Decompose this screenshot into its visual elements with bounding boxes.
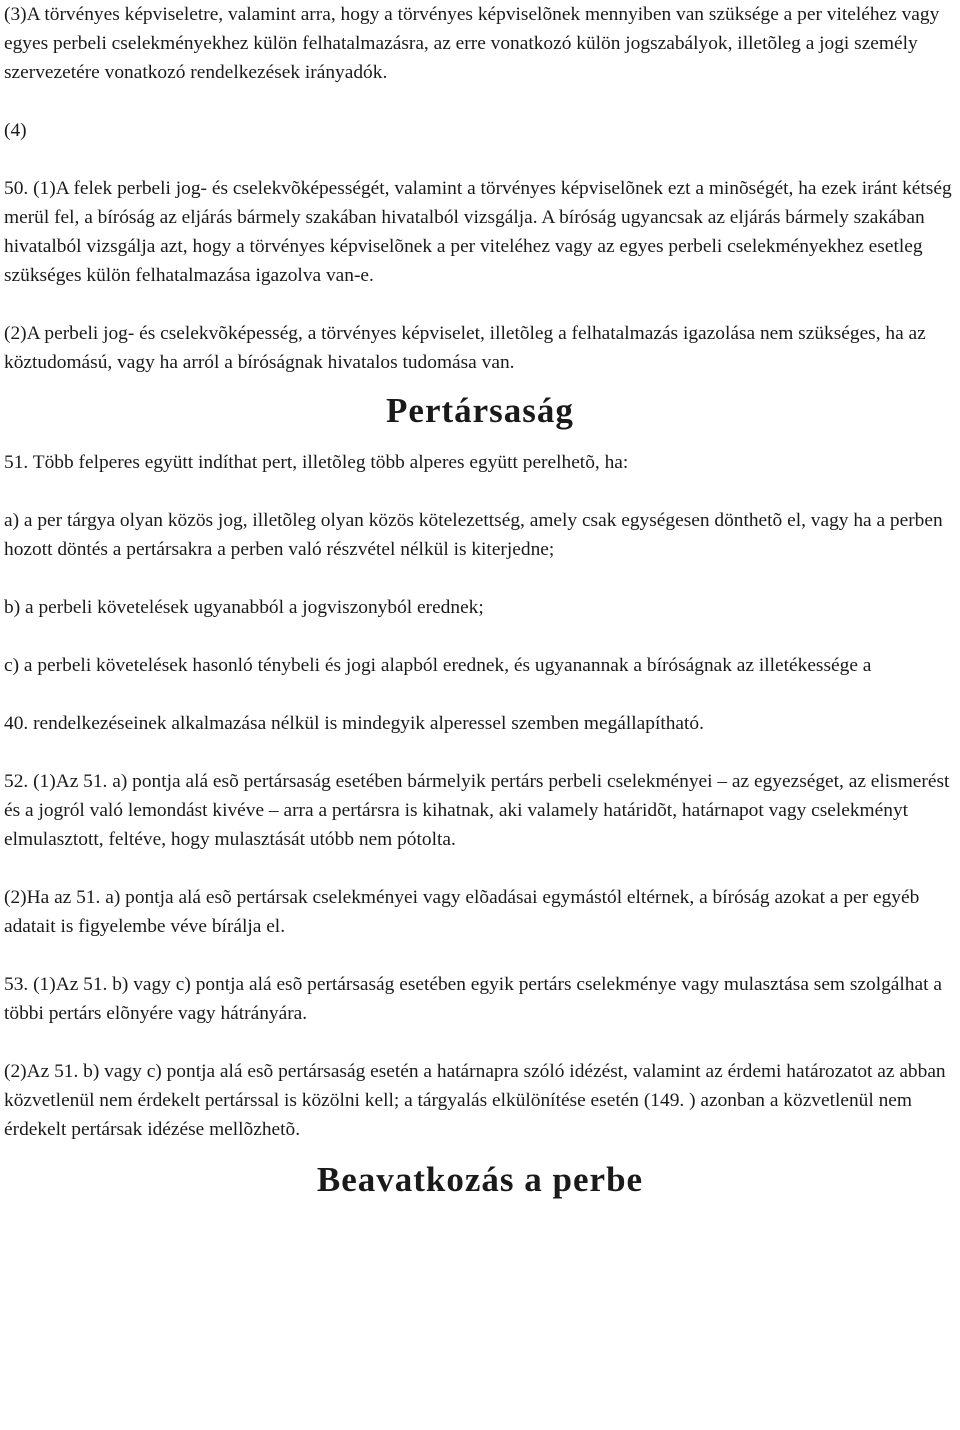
- heading-pertarsasag: Pertársaság: [386, 391, 574, 430]
- section-51-point-c: c) a perbeli követelések hasonló ténybeli és jogi alapból erednek, és ugyanannak a bíróságnak az illetékessége a: [4, 655, 872, 676]
- paragraph-4: (4): [4, 120, 27, 141]
- section-50-paragraph-2: (2)A perbeli jog- és cselekvõképesség, a törvényes képviselet, illetõleg a felhatalmazás igazolása nem szükséges, ha az köztudomású, vagy ha arról a bíróságnak hivatalos tudomása van.: [4, 323, 926, 373]
- section-51: 51. Több felperes együtt indíthat pert, illetõleg több alperes együtt perelhetõ, ha:: [4, 452, 629, 473]
- section-52-paragraph-2: (2)Ha az 51. a) pontja alá esõ pertársak cselekményei vagy elõadásai egymástól eltérnek, a bíróság azokat a per egyéb adatait is figyelembe véve bírálja el.: [4, 887, 920, 937]
- document-page: [4, 0, 956, 1204]
- section-51-point-b: b) a perbeli követelések ugyanabból a jogviszonyból erednek;: [4, 597, 484, 618]
- section-51-point-a: a) a per tárgya olyan közös jog, illetõleg olyan közös kötelezettség, amely csak egységesen dönthetõ el, vagy ha a perben hozott döntés a pertársakra a perben való részvétel nélkül is kiterjedne;: [4, 510, 943, 560]
- section-53-paragraph-1: 53. (1)Az 51. b) vagy c) pontja alá esõ pertársaság esetében egyik pertárs cselekménye vagy mulasztása sem szolgálhat a többi pertárs elõnyére vagy hátrányára.: [4, 974, 942, 1024]
- section-53-paragraph-2: (2)Az 51. b) vagy c) pontja alá esõ pertársaság esetén a határnapra szóló idézést, valamint az érdemi határozatot az abban közvetlenül nem érdekelt pertárssal is közölni kell; a tárgyalás elkülönítése esetén (149. ) azonban a közvetlenül nem érdekelt pertársak idézése mellõzhetõ.: [4, 1061, 946, 1140]
- heading-beavatkozas: Beavatkozás a perbe: [316, 1160, 644, 1199]
- section-52-paragraph-1: 52. (1)Az 51. a) pontja alá esõ pertársaság esetében bármelyik pertárs perbeli cselekményei – az egyezséget, az elismerést és a jogról való lemondást kivéve – arra a pertársra is kihatnak, aki valamely határidõt, határnapot vagy cselekményt elmulasztott, feltéve, hogy mulasztását utóbb nem pótolta.: [4, 771, 950, 850]
- section-50-paragraph-1: 50. (1)A felek perbeli jog- és cselekvõképességét, valamint a törvényes képviselõnek ezt a minõségét, ha ezek iránt kétség merül fel, a bíróság az eljárás bármely szakában hivatalból vizsgálja. A bíróság ugyancsak az eljárás bármely szakában hivatalból vizsgálja azt, hogy a törvényes képviselõnek a per viteléhez vagy az egyes perbeli cselekményekhez esetleg szükséges külön felhatalmazása igazolva van-e.: [4, 178, 952, 286]
- paragraph-3: (3)A törvényes képviseletre, valamint arra, hogy a törvényes képviselõnek mennyiben van szüksége a per viteléhez vagy egyes perbeli cselekményekhez külön felhatalmazásra, az erre vonatkozó külön jogszabályok, illetõleg a jogi személy szervezetére vonatkozó rendelkezések irányadók.: [4, 4, 940, 83]
- section-40-reference: 40. rendelkezéseinek alkalmazása nélkül is mindegyik alperessel szemben megállapítható.: [4, 713, 704, 734]
